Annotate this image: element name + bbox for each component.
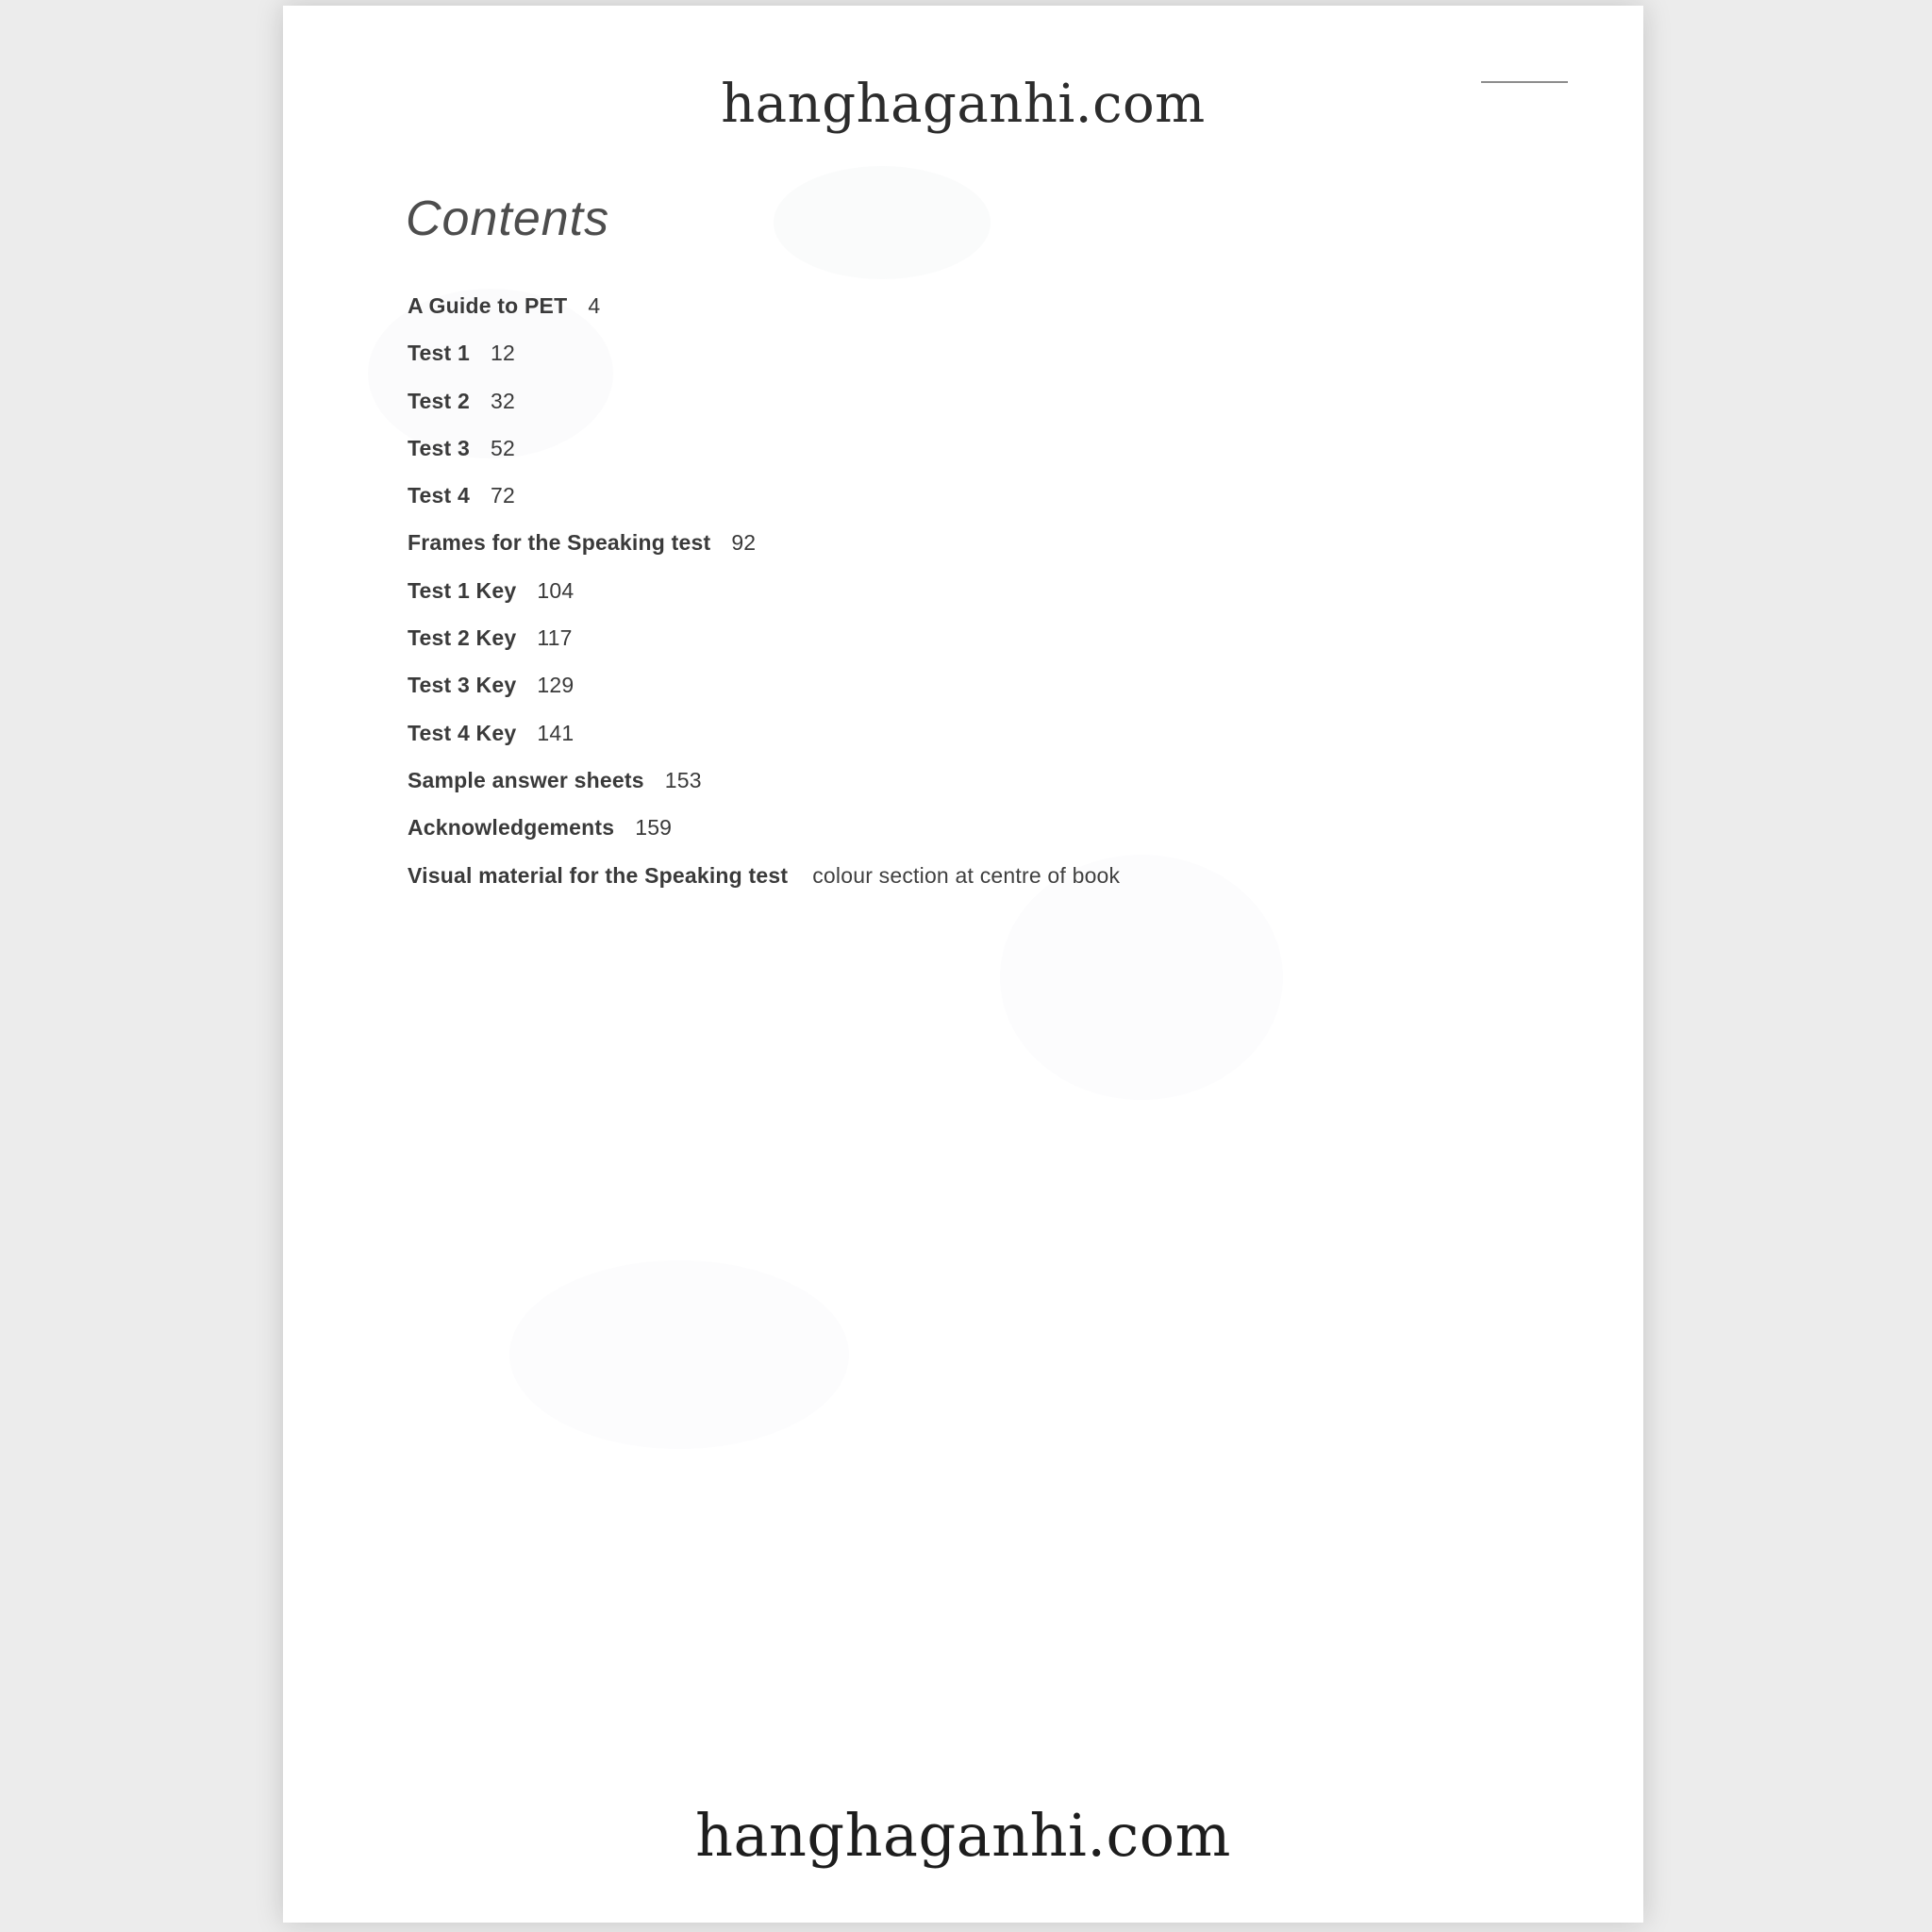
toc-entry-label: Visual material for the Speaking test <box>408 862 789 888</box>
toc-entry[interactable] <box>408 816 1492 840</box>
toc-entry-page: 32 <box>490 388 515 413</box>
table-of-contents <box>408 294 1492 911</box>
scan-artifact <box>774 166 991 279</box>
toc-entry[interactable] <box>408 674 1492 697</box>
toc-entry-page: 12 <box>490 341 515 366</box>
toc-entry-label: Sample answer sheets <box>408 767 644 792</box>
toc-entry[interactable] <box>408 484 1492 508</box>
toc-entry-label: Test 4 Key <box>408 720 517 745</box>
toc-entry[interactable] <box>408 626 1492 650</box>
toc-entry[interactable] <box>408 341 1492 365</box>
toc-entry[interactable] <box>408 437 1492 460</box>
toc-entry-page: 104 <box>537 577 575 603</box>
toc-entry-label: Test 1 <box>408 341 470 366</box>
watermark-bottom: hanghaganhi.com <box>695 1801 1231 1870</box>
page-title: Contents <box>406 192 610 246</box>
toc-entry-label: Test 3 <box>408 435 470 460</box>
toc-entry-label: A Guide to PET <box>408 293 568 318</box>
toc-entry[interactable] <box>408 864 1492 888</box>
toc-entry-label: Test 1 Key <box>408 577 517 603</box>
toc-entry[interactable] <box>408 294 1492 318</box>
toc-entry-label: Acknowledgements <box>408 815 615 841</box>
toc-entry-label: Frames for the Speaking test <box>408 530 711 556</box>
toc-entry-page: 4 <box>588 293 601 318</box>
toc-entry-page: 153 <box>664 767 702 792</box>
toc-entry[interactable] <box>408 769 1492 792</box>
watermark-top: hanghaganhi.com <box>721 74 1206 135</box>
toc-entry-label: Test 2 Key <box>408 625 517 651</box>
toc-entry-page: 52 <box>490 435 515 460</box>
toc-entry[interactable] <box>408 722 1492 745</box>
scanned-page <box>283 6 1643 1923</box>
toc-entry-page: 159 <box>635 815 673 841</box>
toc-entry[interactable] <box>408 531 1492 555</box>
toc-entry-page: 72 <box>490 483 515 508</box>
toc-entry-page: colour section at centre of book <box>812 862 1121 888</box>
toc-entry-label: Test 4 <box>408 483 470 508</box>
toc-entry[interactable] <box>408 390 1492 413</box>
toc-entry-label: Test 3 Key <box>408 673 517 698</box>
toc-entry-page: 92 <box>731 530 757 556</box>
scan-artifact <box>509 1260 849 1449</box>
toc-entry-label: Test 2 <box>408 388 470 413</box>
toc-entry[interactable] <box>408 579 1492 603</box>
toc-entry-page: 129 <box>537 673 575 698</box>
toc-entry-page: 141 <box>537 720 575 745</box>
toc-entry-page: 117 <box>537 625 573 651</box>
